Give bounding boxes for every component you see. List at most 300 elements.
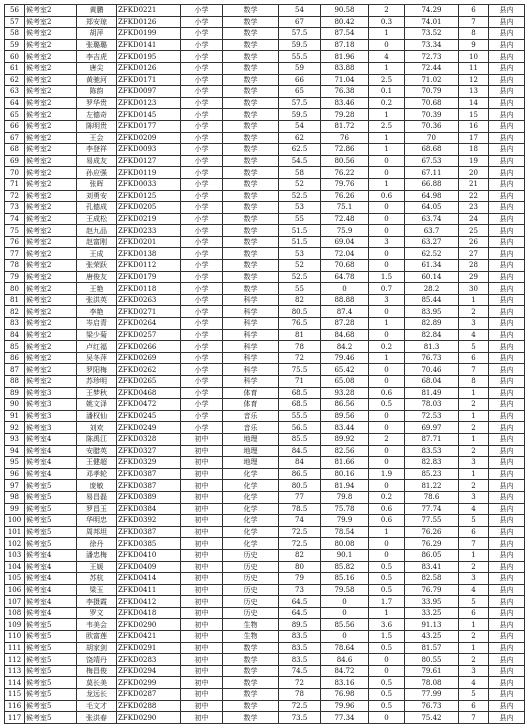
bonus-score-cell: 0.7 — [369, 283, 405, 295]
candidate-id-cell: ZFKD0287 — [117, 689, 181, 701]
table-row — [5, 677, 525, 689]
candidate-name-cell: 罗阳梅 — [77, 364, 117, 376]
school-level-cell: 小学 — [181, 213, 223, 225]
bonus-score-cell: 3 — [369, 236, 405, 248]
origin-cell: 县内 — [489, 236, 525, 248]
table-row — [5, 584, 525, 596]
interview-score-cell: 83.44 — [321, 422, 369, 434]
bonus-score-cell: 0 — [369, 410, 405, 422]
waiting-room-cell: 候考室2 — [25, 62, 77, 74]
candidate-name-cell: 安腊英 — [77, 445, 117, 457]
origin-cell: 县内 — [489, 573, 525, 585]
subject-cell: 数学 — [223, 283, 279, 295]
written-score-cell: 55.5 — [279, 410, 321, 422]
candidate-name-cell: 易昌磊 — [77, 491, 117, 503]
candidate-id-cell: ZFKD0118 — [117, 283, 181, 295]
school-level-cell: 初中 — [181, 607, 223, 619]
total-score-cell: 78.6 — [405, 491, 459, 503]
origin-cell: 县内 — [489, 97, 525, 109]
written-score-cell: 79 — [279, 573, 321, 585]
interview-score-cell: 84.6 — [321, 654, 369, 666]
candidate-id-cell: ZFKD0119 — [117, 167, 181, 179]
candidate-name-cell: 李艳 — [77, 306, 117, 318]
table-row — [5, 202, 525, 214]
origin-cell: 县内 — [489, 306, 525, 318]
candidate-name-cell: 李摄霞 — [77, 596, 117, 608]
subject-cell: 科学 — [223, 294, 279, 306]
table-row — [5, 596, 525, 608]
row-number-cell: 78 — [5, 260, 25, 272]
rank-cell: 2 — [459, 399, 489, 411]
total-score-cell: 63.7 — [405, 225, 459, 237]
school-level-cell: 初中 — [181, 503, 223, 515]
table-row — [5, 318, 525, 330]
subject-cell: 科学 — [223, 364, 279, 376]
bonus-score-cell: 1 — [369, 318, 405, 330]
origin-cell: 县内 — [489, 202, 525, 214]
origin-cell: 县内 — [489, 480, 525, 492]
subject-cell: 数学 — [223, 712, 279, 724]
waiting-room-cell: 候考室5 — [25, 654, 77, 666]
written-score-cell: 55.5 — [279, 51, 321, 63]
bonus-score-cell: 0 — [369, 39, 405, 51]
row-number-cell: 110 — [5, 631, 25, 643]
rank-cell: 30 — [459, 283, 489, 295]
total-score-cell: 76.79 — [405, 584, 459, 596]
bonus-score-cell: 0 — [369, 422, 405, 434]
row-number-cell: 87 — [5, 364, 25, 376]
rank-cell: 6 — [459, 5, 489, 17]
written-score-cell: 74 — [279, 515, 321, 527]
candidate-id-cell: ZFKD0392 — [117, 515, 181, 527]
total-score-cell: 70.79 — [405, 86, 459, 98]
candidate-name-cell: 王成 — [77, 248, 117, 260]
row-number-cell: 65 — [5, 109, 25, 121]
total-score-cell: 83.41 — [405, 561, 459, 573]
subject-cell: 化学 — [223, 491, 279, 503]
subject-cell: 数学 — [223, 236, 279, 248]
total-score-cell: 74.01 — [405, 16, 459, 28]
waiting-room-cell: 候考室5 — [25, 480, 77, 492]
bonus-score-cell: 2 — [369, 5, 405, 17]
table-row — [5, 399, 525, 411]
rank-cell: 6 — [459, 607, 489, 619]
school-level-cell: 小学 — [181, 399, 223, 411]
bonus-score-cell: 0.3 — [369, 16, 405, 28]
origin-cell: 县内 — [489, 5, 525, 17]
interview-score-cell: 89.92 — [321, 433, 369, 445]
origin-cell: 县内 — [489, 526, 525, 538]
origin-cell: 县内 — [489, 155, 525, 167]
origin-cell: 县内 — [489, 387, 525, 399]
interview-score-cell: 65.08 — [321, 376, 369, 388]
subject-cell: 化学 — [223, 515, 279, 527]
school-level-cell: 小学 — [181, 28, 223, 40]
subject-cell: 生物 — [223, 631, 279, 643]
origin-cell: 县内 — [489, 491, 525, 503]
origin-cell: 县内 — [489, 376, 525, 388]
candidate-id-cell: ZFKD0411 — [117, 584, 181, 596]
rank-cell: 4 — [459, 677, 489, 689]
waiting-room-cell: 候考室2 — [25, 155, 77, 167]
interview-score-cell: 79.28 — [321, 109, 369, 121]
waiting-room-cell: 候考室2 — [25, 306, 77, 318]
subject-cell: 数学 — [223, 62, 279, 74]
written-score-cell: 84.5 — [279, 445, 321, 457]
written-score-cell: 57.5 — [279, 97, 321, 109]
candidate-name-cell: 王成松 — [77, 213, 117, 225]
candidate-name-cell: 龙远长 — [77, 689, 117, 701]
candidate-id-cell: ZFKD0177 — [117, 120, 181, 132]
waiting-room-cell: 候考室5 — [25, 491, 77, 503]
table-row — [5, 526, 525, 538]
table-row — [5, 619, 525, 631]
rank-cell: 10 — [459, 51, 489, 63]
bonus-score-cell: 0.5 — [369, 677, 405, 689]
row-number-cell: 103 — [5, 549, 25, 561]
row-number-cell: 57 — [5, 16, 25, 28]
origin-cell: 县内 — [489, 225, 525, 237]
waiting-room-cell: 候考室5 — [25, 689, 77, 701]
written-score-cell: 75.5 — [279, 364, 321, 376]
waiting-room-cell: 候考室2 — [25, 144, 77, 156]
candidate-id-cell: ZFKD0127 — [117, 155, 181, 167]
total-score-cell: 68.04 — [405, 376, 459, 388]
row-number-cell: 116 — [5, 700, 25, 712]
row-number-cell: 68 — [5, 144, 25, 156]
table-row — [5, 410, 525, 422]
origin-cell: 县内 — [489, 665, 525, 677]
origin-cell: 县内 — [489, 341, 525, 353]
written-score-cell: 54 — [279, 5, 321, 17]
interview-score-cell: 80.08 — [321, 538, 369, 550]
table-row — [5, 689, 525, 701]
row-number-cell: 70 — [5, 167, 25, 179]
rank-cell: 6 — [459, 526, 489, 538]
subject-cell: 数学 — [223, 16, 279, 28]
row-number-cell: 91 — [5, 410, 25, 422]
candidate-name-cell: 饶靖丹 — [77, 654, 117, 666]
table-row — [5, 607, 525, 619]
waiting-room-cell: 候考室2 — [25, 236, 77, 248]
rank-cell: 2 — [459, 480, 489, 492]
school-level-cell: 小学 — [181, 329, 223, 341]
school-level-cell: 初中 — [181, 561, 223, 573]
interview-score-cell: 72.86 — [321, 144, 369, 156]
bonus-score-cell: 1.9 — [369, 468, 405, 480]
row-number-cell: 115 — [5, 689, 25, 701]
candidate-id-cell: ZFKD0389 — [117, 491, 181, 503]
written-score-cell: 72.5 — [279, 538, 321, 550]
origin-cell: 县内 — [489, 329, 525, 341]
waiting-room-cell: 候考室2 — [25, 283, 77, 295]
rank-cell: 5 — [459, 689, 489, 701]
candidate-name-cell: 张洪春 — [77, 712, 117, 724]
subject-cell: 化学 — [223, 468, 279, 480]
row-number-cell: 79 — [5, 271, 25, 283]
bonus-score-cell: 0 — [369, 260, 405, 272]
total-score-cell: 83.95 — [405, 306, 459, 318]
candidate-id-cell: ZFKD0145 — [117, 109, 181, 121]
table-row — [5, 109, 525, 121]
bonus-score-cell: 0.5 — [369, 642, 405, 654]
interview-score-cell: 0 — [321, 607, 369, 619]
total-score-cell: 77.74 — [405, 503, 459, 515]
rank-cell: 1 — [459, 387, 489, 399]
subject-cell: 数学 — [223, 39, 279, 51]
subject-cell: 科学 — [223, 329, 279, 341]
school-level-cell: 小学 — [181, 132, 223, 144]
subject-cell: 地理 — [223, 457, 279, 469]
origin-cell: 县内 — [489, 271, 525, 283]
table-row — [5, 283, 525, 295]
candidate-name-cell: 梅昌俊 — [77, 665, 117, 677]
interview-score-cell: 75.1 — [321, 202, 369, 214]
rank-cell: 16 — [459, 120, 489, 132]
written-score-cell: 59 — [279, 62, 321, 74]
table-row — [5, 654, 525, 666]
total-score-cell: 76.26 — [405, 526, 459, 538]
table-row — [5, 190, 525, 202]
rank-cell: 2 — [459, 445, 489, 457]
subject-cell: 历史 — [223, 573, 279, 585]
total-score-cell: 69.97 — [405, 422, 459, 434]
candidate-id-cell: ZFKD0209 — [117, 132, 181, 144]
subject-cell: 历史 — [223, 607, 279, 619]
total-score-cell: 70.39 — [405, 109, 459, 121]
candidate-id-cell: ZFKD0126 — [117, 62, 181, 74]
interview-score-cell: 76.38 — [321, 86, 369, 98]
school-level-cell: 初中 — [181, 596, 223, 608]
school-level-cell: 小学 — [181, 294, 223, 306]
interview-score-cell: 84.72 — [321, 665, 369, 677]
waiting-room-cell: 候考室2 — [25, 178, 77, 190]
interview-score-cell: 76.26 — [321, 190, 369, 202]
candidate-name-cell: 王媛 — [77, 561, 117, 573]
candidate-id-cell: ZFKD0125 — [117, 190, 181, 202]
total-score-cell: 77.55 — [405, 515, 459, 527]
rank-cell: 2 — [459, 561, 489, 573]
bonus-score-cell: 0.5 — [369, 689, 405, 701]
table-row — [5, 712, 525, 724]
candidate-id-cell: ZFKD0290 — [117, 619, 181, 631]
candidate-name-cell: 苏杭 — [77, 573, 117, 585]
written-score-cell: 67 — [279, 16, 321, 28]
school-level-cell: 小学 — [181, 109, 223, 121]
written-score-cell: 68.5 — [279, 399, 321, 411]
table-row — [5, 86, 525, 98]
written-score-cell: 54 — [279, 120, 321, 132]
candidate-name-cell: 刘欢 — [77, 422, 117, 434]
waiting-room-cell: 候考室2 — [25, 260, 77, 272]
row-number-cell: 102 — [5, 538, 25, 550]
written-score-cell: 64.5 — [279, 607, 321, 619]
subject-cell: 数学 — [223, 248, 279, 260]
written-score-cell: 73.5 — [279, 712, 321, 724]
row-number-cell: 63 — [5, 86, 25, 98]
subject-cell: 历史 — [223, 561, 279, 573]
waiting-room-cell: 候考室4 — [25, 561, 77, 573]
row-number-cell: 113 — [5, 665, 25, 677]
total-score-cell: 76.73 — [405, 352, 459, 364]
table-row — [5, 491, 525, 503]
rank-cell: 7 — [459, 538, 489, 550]
origin-cell: 县内 — [489, 654, 525, 666]
school-level-cell: 小学 — [181, 86, 223, 98]
origin-cell: 县内 — [489, 503, 525, 515]
candidate-name-cell: 姚文泽 — [77, 399, 117, 411]
interview-score-cell: 85.16 — [321, 573, 369, 585]
waiting-room-cell: 候考室2 — [25, 294, 77, 306]
waiting-room-cell: 候考室2 — [25, 51, 77, 63]
candidate-id-cell: ZFKD0327 — [117, 445, 181, 457]
interview-score-cell: 79.9 — [321, 515, 369, 527]
written-score-cell: 51.5 — [279, 236, 321, 248]
school-level-cell: 小学 — [181, 271, 223, 283]
written-score-cell: 58 — [279, 167, 321, 179]
row-number-cell: 97 — [5, 480, 25, 492]
total-score-cell: 83.53 — [405, 445, 459, 457]
rank-cell: 2 — [459, 306, 489, 318]
school-level-cell: 初中 — [181, 549, 223, 561]
candidate-id-cell: ZFKD0221 — [117, 5, 181, 17]
candidate-name-cell: 唐俊友 — [77, 271, 117, 283]
interview-score-cell: 85.56 — [321, 619, 369, 631]
rank-cell: 4 — [459, 503, 489, 515]
candidate-name-cell: 罗昌玉 — [77, 503, 117, 515]
candidate-id-cell: ZFKD0294 — [117, 665, 181, 677]
row-number-cell: 109 — [5, 619, 25, 631]
waiting-room-cell: 候考室5 — [25, 642, 77, 654]
table-row — [5, 213, 525, 225]
interview-score-cell: 87.4 — [321, 306, 369, 318]
candidate-name-cell: 陈韵 — [77, 86, 117, 98]
origin-cell: 县内 — [489, 410, 525, 422]
school-level-cell: 小学 — [181, 422, 223, 434]
interview-score-cell: 80.42 — [321, 16, 369, 28]
bonus-score-cell: 1 — [369, 132, 405, 144]
candidate-name-cell: 邓孝轮 — [77, 468, 117, 480]
interview-score-cell: 85.82 — [321, 561, 369, 573]
candidate-name-cell: 黄驰河 — [77, 74, 117, 86]
candidate-id-cell: ZFKD0328 — [117, 433, 181, 445]
waiting-room-cell: 候考室3 — [25, 387, 77, 399]
candidate-name-cell: 毛文才 — [77, 700, 117, 712]
table-row — [5, 167, 525, 179]
bonus-score-cell: 0 — [369, 329, 405, 341]
school-level-cell: 初中 — [181, 631, 223, 643]
bonus-score-cell: 0 — [369, 248, 405, 260]
subject-cell: 历史 — [223, 584, 279, 596]
waiting-room-cell: 候考室2 — [25, 341, 77, 353]
total-score-cell: 72.44 — [405, 62, 459, 74]
row-number-cell: 96 — [5, 468, 25, 480]
bonus-score-cell: 0 — [369, 480, 405, 492]
table-row — [5, 341, 525, 353]
bonus-score-cell: 2.5 — [369, 74, 405, 86]
candidate-id-cell: ZFKD0179 — [117, 271, 181, 283]
waiting-room-cell: 候考室5 — [25, 619, 77, 631]
subject-cell: 历史 — [223, 596, 279, 608]
interview-score-cell: 79.96 — [321, 700, 369, 712]
row-number-cell: 58 — [5, 28, 25, 40]
subject-cell: 数学 — [223, 86, 279, 98]
written-score-cell: 59.5 — [279, 39, 321, 51]
candidate-id-cell: ZFKD0219 — [117, 213, 181, 225]
total-score-cell: 78.03 — [405, 399, 459, 411]
interview-score-cell: 77.34 — [321, 712, 369, 724]
waiting-room-cell: 候考室5 — [25, 503, 77, 515]
subject-cell: 数学 — [223, 74, 279, 86]
candidate-id-cell: ZFKD0195 — [117, 51, 181, 63]
candidate-name-cell: 张荣跃 — [77, 260, 117, 272]
total-score-cell: 76.73 — [405, 700, 459, 712]
subject-cell: 数学 — [223, 190, 279, 202]
total-score-cell: 87.71 — [405, 433, 459, 445]
school-level-cell: 小学 — [181, 51, 223, 63]
total-score-cell: 66.88 — [405, 178, 459, 190]
school-level-cell: 小学 — [181, 387, 223, 399]
candidate-name-cell: 胡萍 — [77, 28, 117, 40]
rank-cell: 27 — [459, 248, 489, 260]
total-score-cell: 85.44 — [405, 294, 459, 306]
candidate-id-cell: ZFKD0257 — [117, 329, 181, 341]
candidate-name-cell: 周邦坦 — [77, 526, 117, 538]
candidate-id-cell: ZFKD0387 — [117, 526, 181, 538]
bonus-score-cell: 0 — [369, 457, 405, 469]
written-score-cell: 51.5 — [279, 225, 321, 237]
origin-cell: 县内 — [489, 700, 525, 712]
subject-cell: 数学 — [223, 642, 279, 654]
candidate-name-cell: 孔德成 — [77, 202, 117, 214]
subject-cell: 数学 — [223, 144, 279, 156]
row-number-cell: 85 — [5, 341, 25, 353]
bonus-score-cell: 1.5 — [369, 271, 405, 283]
written-score-cell: 68.5 — [279, 387, 321, 399]
row-number-cell: 62 — [5, 74, 25, 86]
row-number-cell: 81 — [5, 294, 25, 306]
interview-score-cell: 78.64 — [321, 642, 369, 654]
written-score-cell: 52 — [279, 178, 321, 190]
candidate-id-cell: ZFKD0266 — [117, 341, 181, 353]
table-row — [5, 515, 525, 527]
waiting-room-cell: 候考室2 — [25, 86, 77, 98]
total-score-cell: 79.61 — [405, 665, 459, 677]
origin-cell: 县内 — [489, 468, 525, 480]
table-row — [5, 248, 525, 260]
rank-cell: 8 — [459, 376, 489, 388]
interview-score-cell: 72.04 — [321, 248, 369, 260]
school-level-cell: 小学 — [181, 202, 223, 214]
candidate-id-cell: ZFKD0123 — [117, 97, 181, 109]
school-level-cell: 初中 — [181, 538, 223, 550]
written-score-cell: 83.5 — [279, 642, 321, 654]
table-row — [5, 271, 525, 283]
subject-cell: 科学 — [223, 318, 279, 330]
table-row — [5, 260, 525, 272]
row-number-cell: 98 — [5, 491, 25, 503]
candidate-name-cell: 易成友 — [77, 155, 117, 167]
interview-score-cell: 78.54 — [321, 526, 369, 538]
bonus-score-cell: 0 — [369, 376, 405, 388]
interview-score-cell: 80.56 — [321, 155, 369, 167]
row-number-cell: 114 — [5, 677, 25, 689]
table-row — [5, 561, 525, 573]
written-score-cell: 64.5 — [279, 596, 321, 608]
candidate-name-cell: 王梦秋 — [77, 387, 117, 399]
total-score-cell: 67.11 — [405, 167, 459, 179]
rank-cell: 4 — [459, 584, 489, 596]
